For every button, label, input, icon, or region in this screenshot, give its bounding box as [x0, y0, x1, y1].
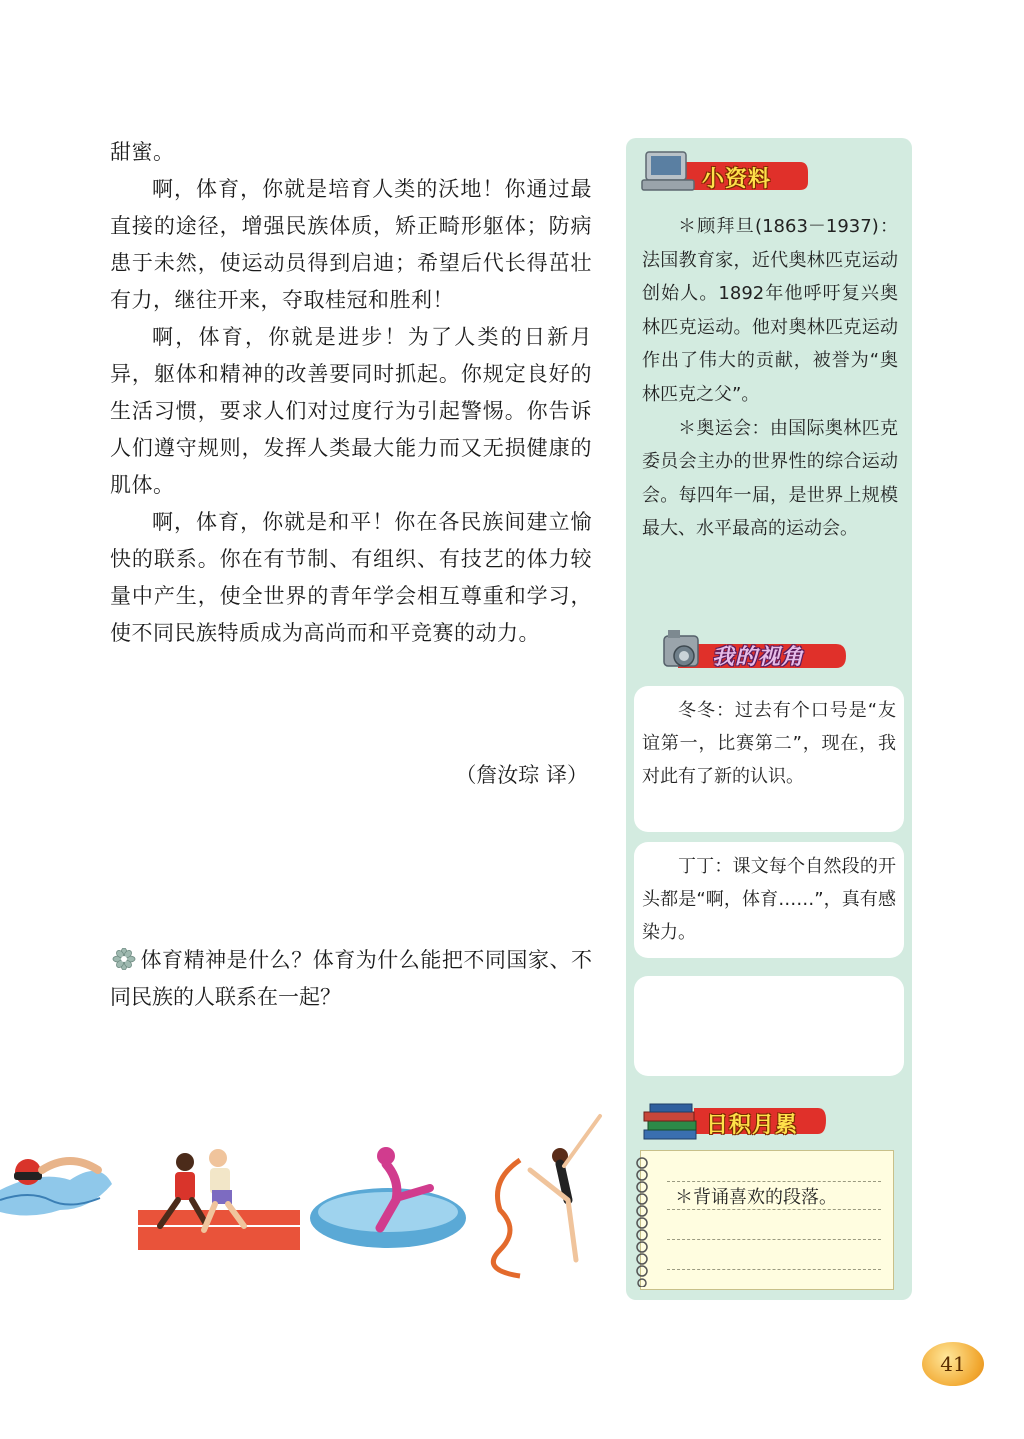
- info-section-title: 小资料: [702, 167, 772, 192]
- swimmer-illustration: [0, 1159, 112, 1216]
- discussion-question: [110, 942, 592, 1016]
- blank-comment-card[interactable]: [634, 976, 904, 1076]
- comment-card: [634, 686, 904, 832]
- notebook-card: [640, 1150, 894, 1290]
- comment-text: 冬冬：过去有个口号是“友谊第一，比赛第二”，现在，我对此有了新的认识。: [642, 700, 896, 787]
- article-body: [110, 134, 592, 652]
- paragraph: 甜蜜。: [110, 140, 175, 164]
- accum-section-title: 日积月累: [706, 1113, 799, 1138]
- view-section-header: [650, 628, 850, 668]
- spiral-binding-icon: [631, 1157, 653, 1287]
- gymnast-illustration: [493, 1116, 600, 1276]
- translator-credit: （詹汝琮 译）: [455, 763, 588, 787]
- accum-section-header: [640, 1100, 830, 1140]
- ruled-line: [667, 1269, 881, 1270]
- view-section-title: 我的视角: [712, 645, 805, 670]
- page-number: 41: [922, 1342, 984, 1386]
- comment-card: [634, 842, 904, 958]
- flower-icon: [110, 945, 140, 967]
- skater-illustration: [310, 1147, 466, 1248]
- notebook-text: ＊背诵喜欢的段落。: [675, 1187, 837, 1208]
- question-text: 体育精神是什么？体育为什么能把不同国家、不同民族的人联系在一起？: [110, 948, 592, 1009]
- ruled-line: [667, 1181, 881, 1182]
- ruled-line: [667, 1209, 881, 1210]
- paragraph: 啊，体育，你就是培育人类的沃地！你通过最直接的途径，增强民族体质，矫正畸形躯体；防病患于未然，使运动员得到启迪；希望后代长得茁壮有力，继往开来，夺取桂冠和胜利！: [110, 177, 592, 312]
- info-section-header: [640, 150, 810, 190]
- paragraph: 啊，体育，你就是和平！你在各民族间建立愉快的联系。你在有节制、有组织、有技艺的体力较量中产生，使全世界的青年学会相互尊重和学习，使不同民族特质成为高尚而和平竞赛的动力。: [110, 510, 592, 645]
- paragraph: 啊，体育，你就是进步！为了人类的日新月异，躯体和精神的改善要同时抓起。你规定良好的生活习惯，要求人们对过度行为引起警惕。你告诉人们遵守规则，发挥人类最大能力而又无损健康的肌体。: [110, 325, 592, 497]
- info-item: ＊顾拜旦(1863－1937)：法国教育家，近代奥林匹克运动创始人。1892年他呼吁复兴奥林匹克运动。他对奥林匹克运动作出了伟大的贡献，被誉为“奥林匹克之父”。: [642, 216, 898, 405]
- sports-illustration: [0, 1100, 620, 1280]
- comment-text: 丁丁：课文每个自然段的开头都是“啊，体育……”，真有感染力。: [642, 856, 896, 943]
- runners-illustration: [138, 1149, 300, 1250]
- info-item: ＊奥运会：由国际奥林匹克委员会主办的世界性的综合运动会。每四年一届，是世界上规模最大、水平最高的运动会。: [642, 417, 898, 540]
- info-content: [642, 210, 898, 546]
- ruled-line: [667, 1239, 881, 1240]
